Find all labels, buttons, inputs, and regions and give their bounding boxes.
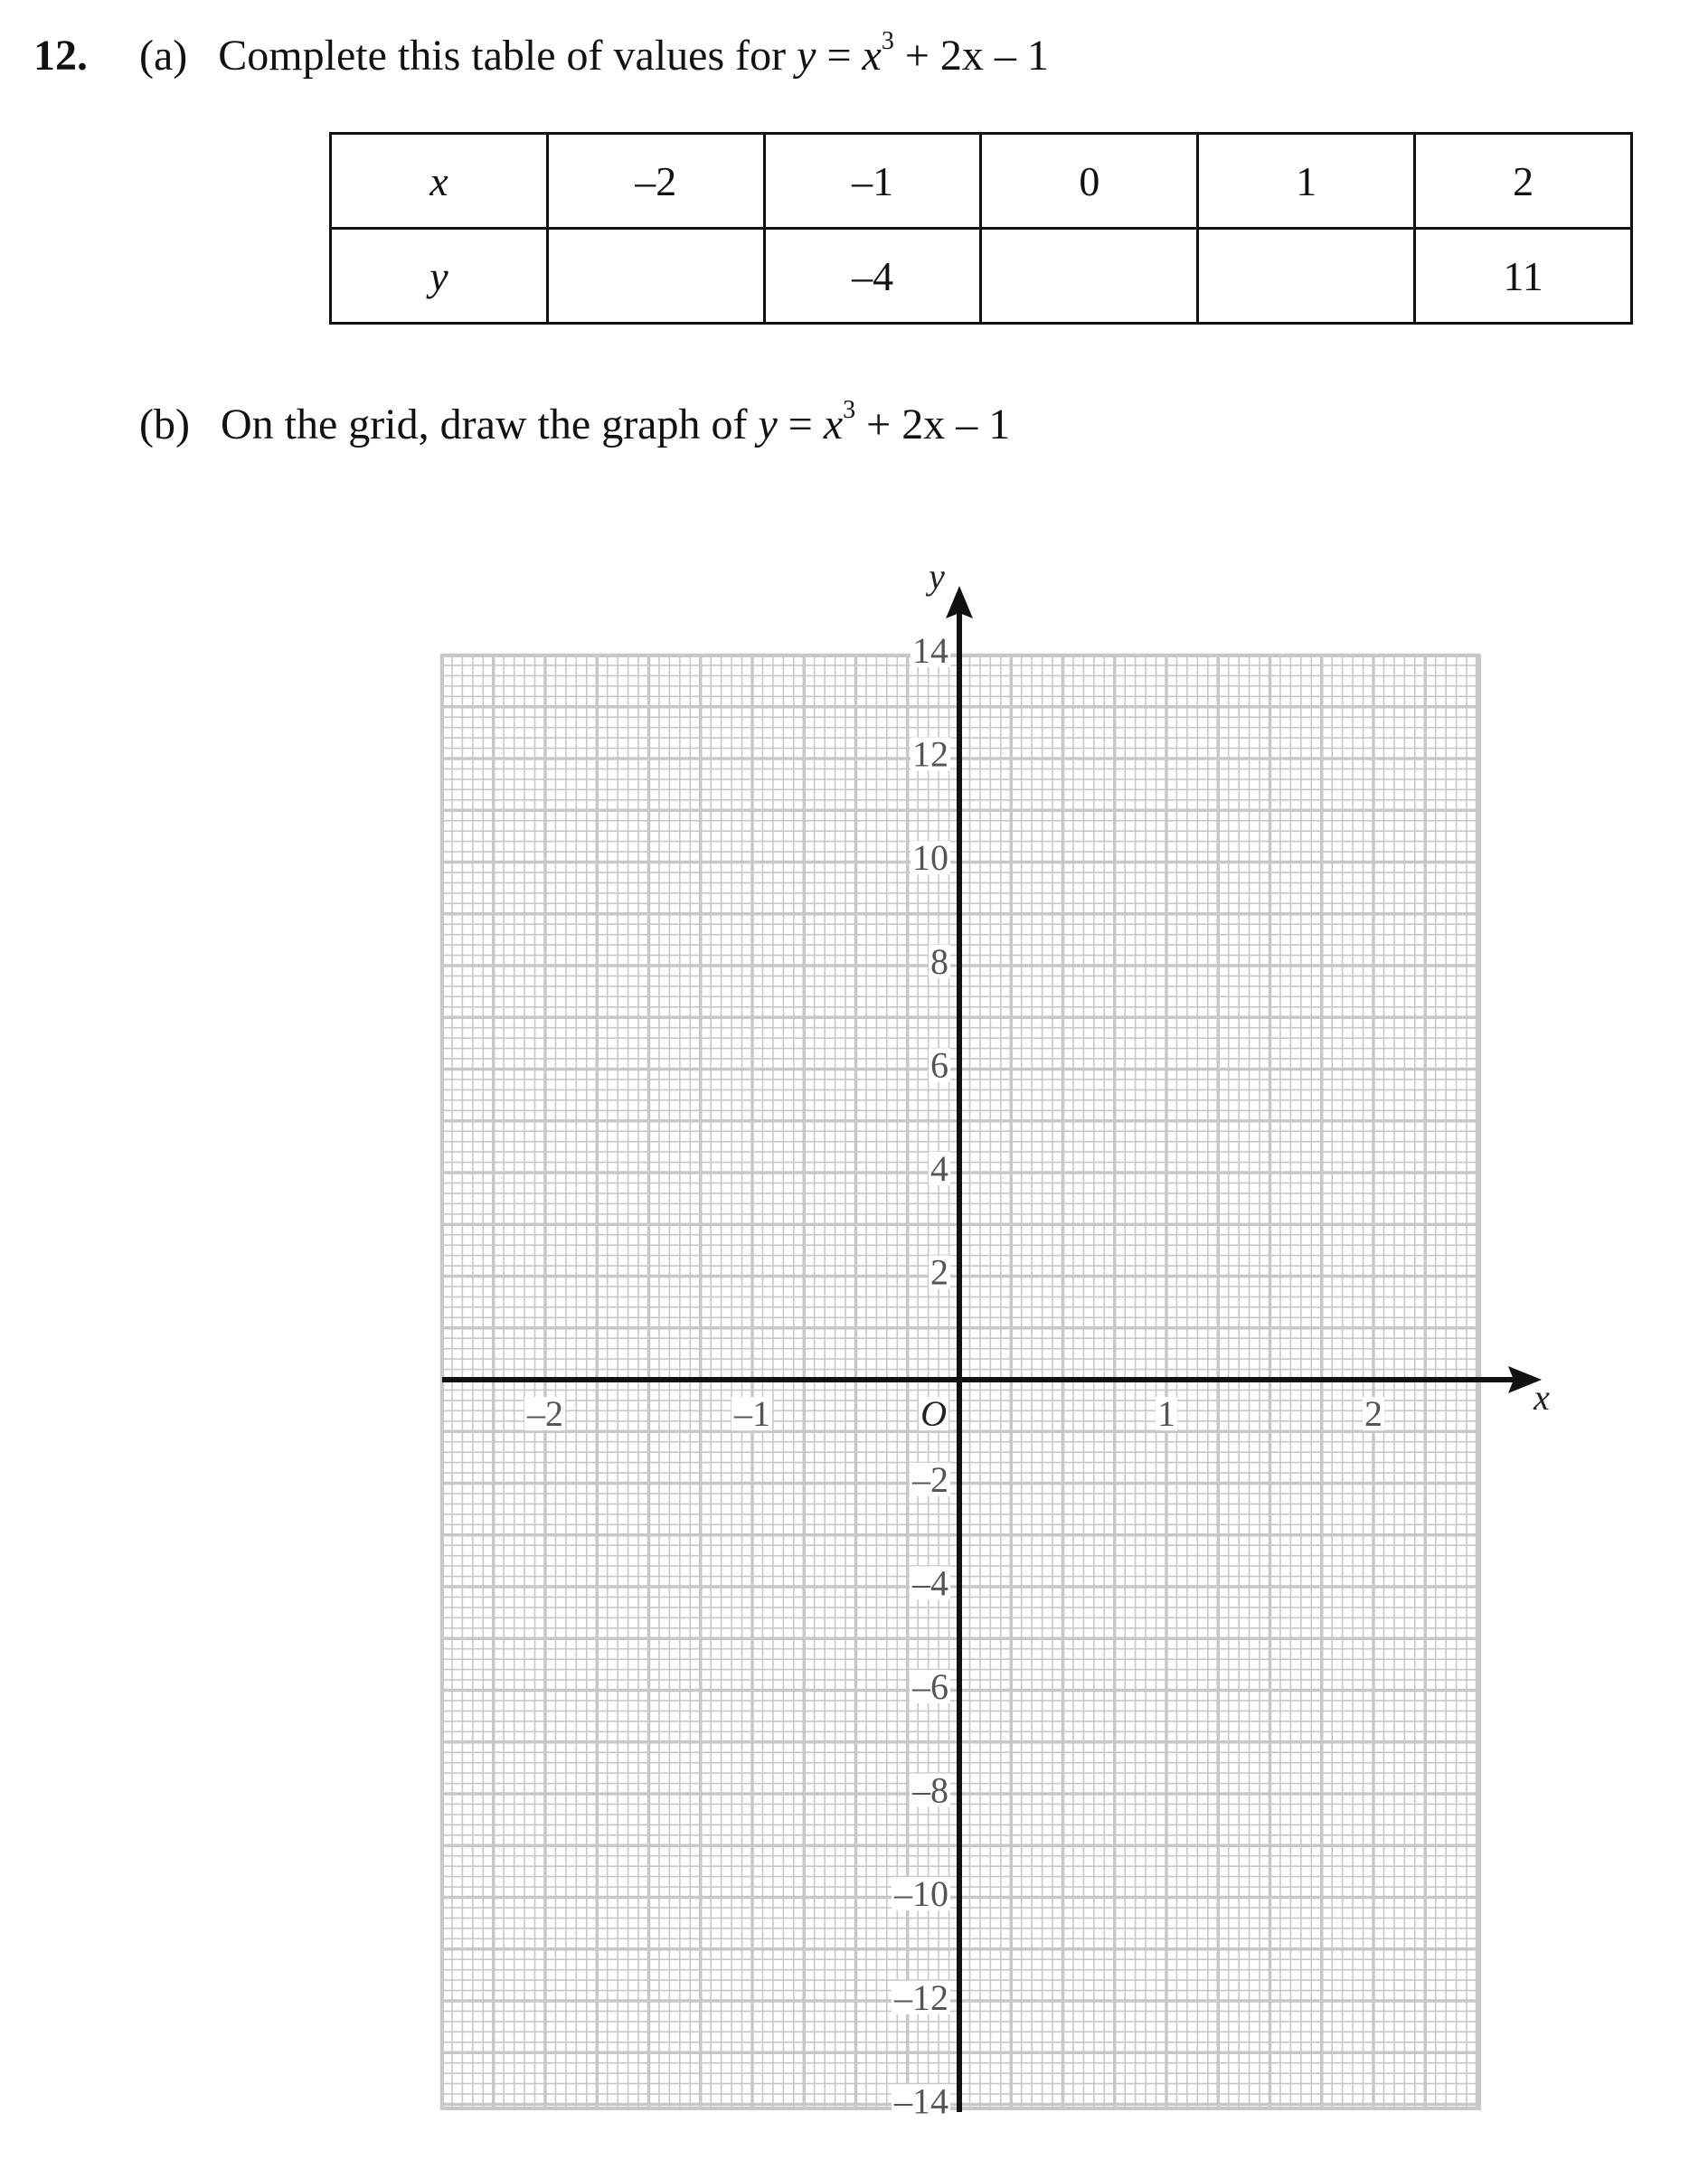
- table-cell-x: 0: [981, 134, 1198, 229]
- y-tick-label: [910, 1666, 950, 1707]
- part-b-text: On the grid, draw the graph of: [220, 401, 748, 448]
- origin-label: [919, 1393, 948, 1434]
- table-cell-x: –1: [764, 134, 981, 229]
- table-cell-x: 1: [1198, 134, 1415, 229]
- part-a-equation: $y = x^3 + 2x - 1$: [797, 27, 1049, 80]
- part-b-equation: $y = x^3 + 2x - 1$: [758, 396, 1011, 448]
- part-b-label: (b): [139, 401, 190, 448]
- x-axis-label: x: [1533, 1377, 1550, 1419]
- table-header-x: x: [331, 134, 548, 229]
- svg-text:–8: –8: [912, 1769, 948, 1811]
- question-number: 12.: [33, 32, 88, 80]
- svg-text:2: 2: [930, 1251, 948, 1293]
- svg-text:10: 10: [912, 837, 948, 879]
- x-tick-label: [524, 1393, 565, 1434]
- y-tick-label: [910, 1770, 950, 1811]
- y-tick-label: [911, 734, 950, 775]
- table-header-y: y: [331, 229, 548, 324]
- y-tick-label: [892, 1873, 950, 1914]
- part-a-label: (a): [139, 32, 188, 80]
- svg-text:–4: –4: [912, 1562, 948, 1604]
- svg-text:–2: –2: [912, 1458, 948, 1500]
- y-tick-label: [929, 1044, 950, 1085]
- x-tick-label: [1156, 1393, 1177, 1434]
- part-a-text: Complete this table of values for: [218, 32, 787, 80]
- y-tick-label: [929, 1252, 950, 1293]
- svg-text:8: 8: [930, 940, 948, 982]
- svg-text:–10: –10: [894, 1873, 948, 1915]
- y-tick-label: [929, 1148, 950, 1189]
- x-tick-label: [1363, 1393, 1384, 1434]
- svg-text:6: 6: [930, 1044, 948, 1086]
- svg-text:–14: –14: [894, 2080, 948, 2122]
- svg-text:–6: –6: [912, 1665, 948, 1707]
- svg-text:4: 4: [930, 1147, 948, 1189]
- svg-text:14: 14: [912, 629, 948, 671]
- table-cell-y: 11: [1415, 229, 1632, 324]
- y-tick-label: [910, 1459, 950, 1500]
- y-tick-label: [910, 1562, 950, 1603]
- svg-text:1: 1: [1157, 1393, 1175, 1435]
- y-axis-label: y: [929, 556, 945, 598]
- y-tick-label: [892, 2080, 950, 2121]
- svg-text:–2: –2: [527, 1393, 563, 1435]
- svg-text:2: 2: [1364, 1393, 1382, 1435]
- svg-text:12: 12: [912, 733, 948, 775]
- y-tick-label: [911, 837, 950, 878]
- x-tick-label: [731, 1393, 772, 1434]
- table-cell-y: –4: [764, 229, 981, 324]
- table-cell-x: –2: [547, 134, 764, 229]
- svg-text:–1: –1: [734, 1393, 770, 1435]
- svg-text:O: O: [920, 1393, 947, 1435]
- y-tick-label: [929, 941, 950, 982]
- y-tick-label: [911, 630, 950, 671]
- svg-text:–12: –12: [894, 1976, 948, 2018]
- y-tick-label: [892, 1977, 950, 2018]
- table-cell-x: 2: [1415, 134, 1632, 229]
